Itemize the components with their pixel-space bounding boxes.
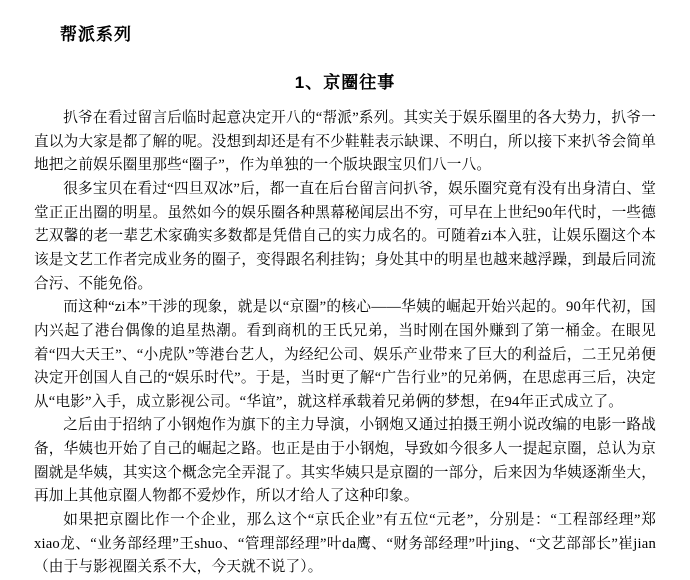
document-body (34, 107, 656, 580)
paragraph: 而这种“zi本”干涉的现象，就是以“京圈”的核心——华姨的崛起开始兴起的。90年代初，国内兴起了港台偶像的追星热潮。看到商机的王氏兄弟，当时刚在国外赚到了第一桶金。在眼见着“四大天王”、“小虎队”等港台艺人，为经纪公司、娱乐产业带来了巨大的利益后，二王兄弟便决定开创国人自己的“娱乐时代”。于是，当时更了解“广告行业”的兄弟俩，在思虑再三后，决定从“电影”入手，成立影视公司。“华谊”，就这样承载着兄弟俩的梦想，在94年正式成立了。 (34, 299, 656, 410)
paragraph: 扒爷在看过留言后临时起意决定开八的“帮派”系列。其实关于娱乐圈里的各大势力，扒爷一直以为大家是都了解的呢。没想到却还是有不少鞋鞋表示缺课、不明白，所以接下来扒爷会简单地把之前娱乐圈里那些“圈子”，作为单独的一个版块跟宝贝们八一八。 (34, 110, 656, 174)
page-title: 帮派系列 (60, 25, 132, 44)
paragraph: 如果把京圈比作一个企业，那么这个“京氏企业”有五位“元老”，分别是：“工程部经理”郑xiao龙、“业务部经理”王shuo、“管理部经理”叶da鹰、“财务部经理”叶jing、“文艺部部长”崔jian（由于与影视圈关系不大，今天就不说了）。 (34, 511, 656, 576)
section-heading: 1、京圈往事 (294, 73, 396, 93)
paragraph: 很多宝贝在看过“四旦双冰”后，都一直在后台留言问扒爷，娱乐圈究竟有没有出身清白、堂堂正正出圈的明星。虽然如今的娱乐圈各种黑幕秘闻层出不穷，可早在上世纪90年代时，一些德艺双馨的老一辈艺术家确实多数都是凭借自己的实力成名的。可随着zi本入驻，让娱乐圈这个本该是文艺工作者完成业务的圈子，变得跟名利挂钩；身处其中的明星也越来越浮躁，到最后同流合污、不能免俗。 (34, 181, 656, 292)
paragraph: 之后由于招纳了小钢炮作为旗下的主力导演，小钢炮又通过拍摄王朔小说改编的电影一路战备，华姨也开始了自己的崛起之路。也正是由于小钢炮，导致如今很多人一提起京圈，总认为京圈就是华姨，其实这个概念完全弄混了。其实华姨只是京圈的一部分，后来因为华姨逐渐坐大，再加上其他京圈人物都不爱炒作，所以才给人了这种印象。 (34, 417, 656, 505)
